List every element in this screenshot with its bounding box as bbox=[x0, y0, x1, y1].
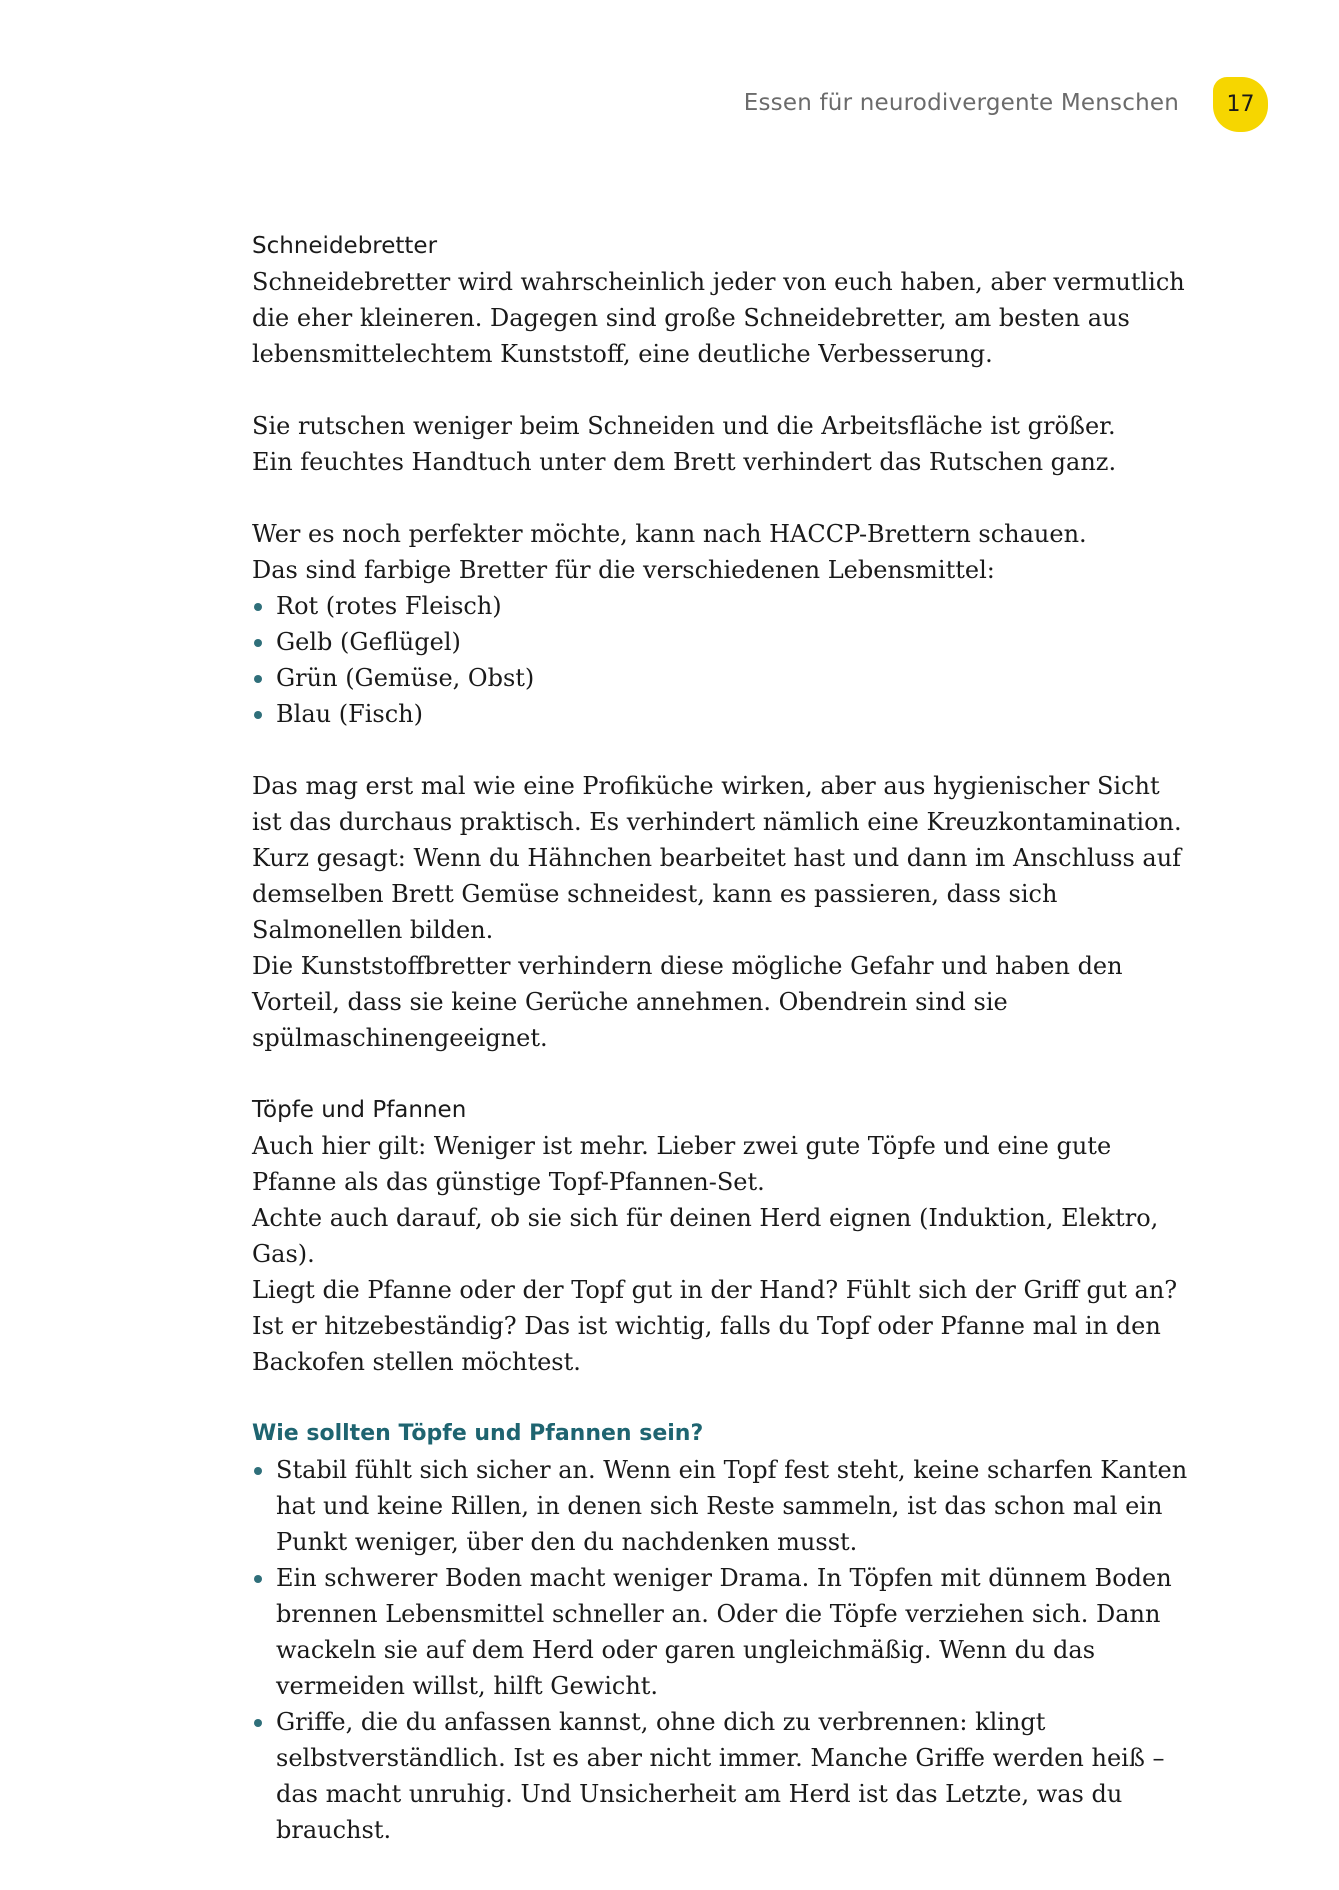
bullet-icon bbox=[254, 1467, 262, 1475]
paragraph-handle-feel: Liegt die Pfanne oder der Topf gut in der Hand? Fühlt sich der Griff gut an? bbox=[252, 1276, 1178, 1304]
heading-how-should-pots-be: Wie sollten Töpfe und Pfannen sein? bbox=[252, 1421, 704, 1446]
paragraph-hygiene: Das mag erst mal wie eine Profiküche wirken, aber aus hygienischer Sicht ist das durchaus praktisch. Es verhindert nämlich eine Kreuzkontamination. bbox=[252, 772, 1182, 836]
bullet-icon bbox=[254, 711, 262, 719]
page-number-badge: 17 bbox=[1213, 77, 1268, 132]
board-colors-list bbox=[252, 588, 1192, 732]
bullet-icon bbox=[254, 639, 262, 647]
page-content bbox=[252, 228, 1192, 1848]
bullet-icon bbox=[254, 1575, 262, 1583]
list-item: Rot (rotes Fleisch) bbox=[252, 588, 1192, 624]
paragraph-cutting-boards-intro: Schneidebretter wird wahrscheinlich jeder von euch haben, aber vermutlich die eher kleineren. Dagegen sind große Schneidebretter, am besten aus lebensmittelechtem Kunststoff, eine deutliche Verbesserung. bbox=[252, 268, 1185, 368]
paragraph-stove-type: Achte auch darauf, ob sie sich für deinen Herd eignen (Induktion, Elektro, Gas). bbox=[252, 1204, 1159, 1268]
paragraph-less-is-more: Auch hier gilt: Weniger ist mehr. Lieber zwei gute Töpfe und eine gute Pfanne als das günstige Topf-Pfannen-Set. bbox=[252, 1132, 1112, 1196]
paragraph-slipping-line2: Ein feuchtes Handtuch unter dem Brett verhindert das Rutschen ganz. bbox=[252, 448, 1117, 476]
bullet-icon bbox=[254, 675, 262, 683]
list-item: Gelb (Geflügel) bbox=[252, 624, 1192, 660]
list-item: Grün (Gemüse, Obst) bbox=[252, 660, 1192, 696]
paragraph-plastic-advantage: Die Kunststoffbretter verhindern diese mögliche Gefahr und haben den Vorteil, dass sie keine Gerüche annehmen. Obendrein sind sie spülmaschinengeeignet. bbox=[252, 952, 1123, 1052]
running-header-title: Essen für neurodivergente Menschen bbox=[743, 90, 1179, 116]
paragraph-haccp-line1: Wer es noch perfekter möchte, kann nach HACCP-Brettern schauen. bbox=[252, 520, 1087, 548]
pots-qualities-list bbox=[252, 1452, 1192, 1848]
paragraph-cross-contamination: Kurz gesagt: Wenn du Hähnchen bearbeitet hast und dann im Anschluss auf demselben Brett Gemüse schneidest, kann es passieren, dass sich Salmonellen bilden. bbox=[252, 844, 1182, 944]
paragraph-heat-resistant: Ist er hitzebeständig? Das ist wichtig, falls du Topf oder Pfanne mal in den Backofen stellen möchtest. bbox=[252, 1312, 1161, 1376]
heading-cutting-boards: Schneidebretter bbox=[252, 233, 438, 259]
list-item: Ein schwerer Boden macht weniger Drama. In Töpfen mit dünnem Boden brennen Lebensmittel schneller an. Oder die Töpfe verziehen sich. Dann wackeln sie auf dem Herd oder garen ungleichmäßig. Wenn du das vermeiden willst, hilft Gewicht. bbox=[252, 1560, 1192, 1704]
bullet-icon bbox=[254, 603, 262, 611]
list-item: Stabil fühlt sich sicher an. Wenn ein Topf fest steht, keine scharfen Kanten hat und keine Rillen, in denen sich Reste sammeln, ist das schon mal ein Punkt weniger, über den du nachdenken musst. bbox=[252, 1452, 1192, 1560]
bullet-icon bbox=[254, 1719, 262, 1727]
paragraph-haccp-line2: Das sind farbige Bretter für die verschiedenen Lebensmittel: bbox=[252, 556, 995, 584]
paragraph-slipping-line1: Sie rutschen weniger beim Schneiden und die Arbeitsfläche ist größer. bbox=[252, 412, 1116, 440]
heading-pots-pans: Töpfe und Pfannen bbox=[252, 1097, 467, 1123]
list-item: Blau (Fisch) bbox=[252, 696, 1192, 732]
list-item: Griffe, die du anfassen kannst, ohne dich zu verbrennen: klingt selbstverständlich. Ist es aber nicht immer. Manche Griffe werden heiß – das macht unruhig. Und Unsicherheit am Herd ist das Letzte, was du brauchst. bbox=[252, 1704, 1192, 1848]
